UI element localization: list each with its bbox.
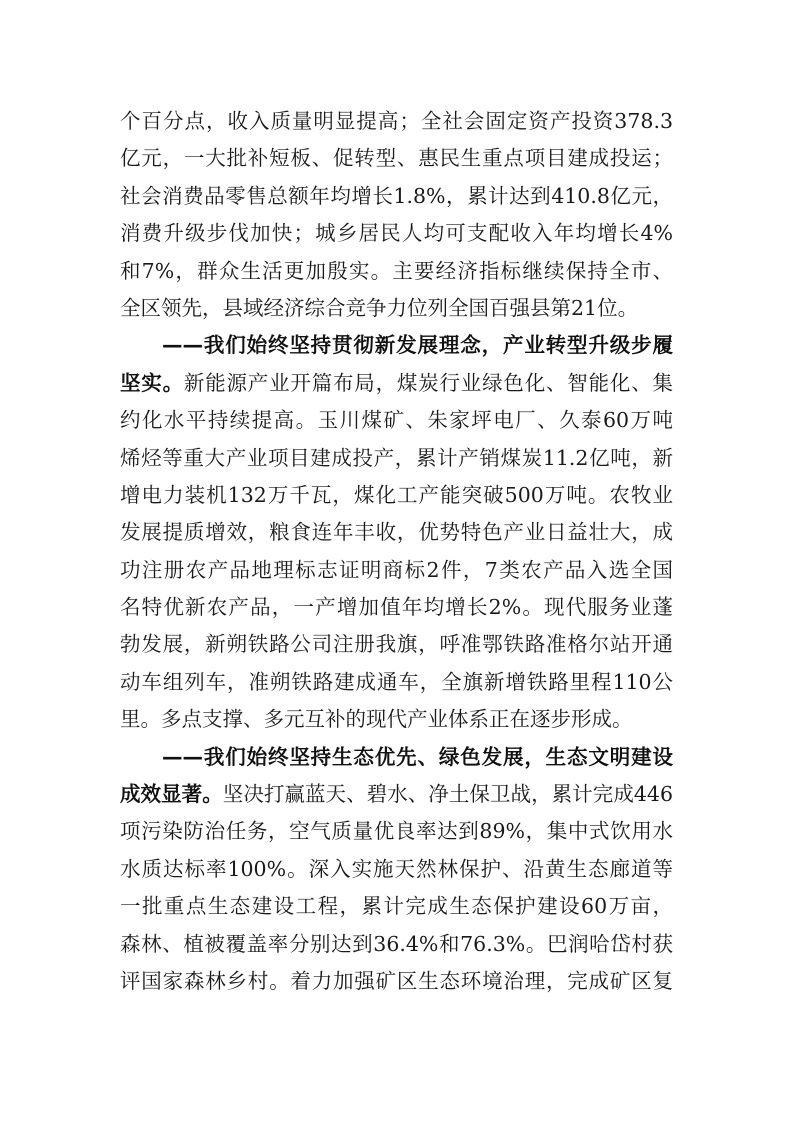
text-line: 烯烃等重大产业项目建成投产，累计产销煤炭11.2亿吨，新 (120, 445, 673, 470)
section-heading-line (120, 327, 673, 364)
section-heading: ——我们始终坚持贯彻新发展理念，产业转型升级步履 (162, 333, 673, 358)
text-line: 坚实。新能源产业开篇布局，煤炭行业绿色化、智能化、集 (120, 370, 674, 395)
text-line: 成效显著。坚决打赢蓝天、碧水、净土保卫战，累计完成446 (120, 782, 673, 807)
text-line: 增电力装机132万千瓦，煤化工产能突破500万吨。农牧业 (120, 482, 673, 507)
text-line: 动车组列车，准朔铁路建成通车，全旗新增铁路里程110公 (120, 669, 673, 694)
text-line: 亿元，一大批补短板、促转型、惠民生重点项目建成投运； (120, 146, 673, 171)
paragraph-end-line: 全区领先，县域经济综合竞争力位列全国百强县第21位。 (120, 295, 639, 320)
text-line: 社会消费品零售总额年均增长1.8%，累计达到410.8亿元， (120, 183, 673, 208)
text-line: 个百分点，收入质量明显提高；全社会固定资产投资378.3 (120, 109, 673, 133)
text-line: 消费升级步伐加快；城乡居民人均可支配收入年均增长4% (120, 221, 673, 246)
text-line: 项污染防治任务，空气质量优良率达到89%，集中式饮用水 (120, 819, 673, 844)
text-line: 约化水平持续提高。玉川煤矿、朱家坪电厂、久泰60万吨 (120, 408, 673, 433)
text-line: 森林、植被覆盖率分别达到36.4%和76.3%。巴润哈岱村获 (120, 931, 673, 956)
text-line: 水质达标率100%。深入实施天然林保护、沿黄生态廊道等 (120, 856, 673, 881)
paragraph-end-line: 里。多点支撑、多元互补的现代产业体系正在逐步形成。 (120, 707, 633, 732)
section-heading-tail: 成效显著。 (120, 782, 223, 807)
text-line: 一批重点生态建设工程，累计完成生态保护建设60万亩， (120, 894, 673, 919)
text-line: 和7%，群众生活更加殷实。主要经济指标继续保持全市、 (120, 258, 673, 283)
document-page (120, 103, 673, 1000)
section-heading: ——我们始终坚持生态优先、绿色发展，生态文明建设 (162, 744, 673, 769)
text-line: 勃发展，新朔铁路公司注册我旗，呼准鄂铁路准格尔站开通 (120, 632, 673, 657)
text-line: 名特优新农产品，一产增加值年均增长2%。现代服务业蓬 (120, 595, 673, 620)
section-heading-tail: 坚实。 (120, 370, 184, 395)
text-line: 功注册农产品地理标志证明商标2件，7类农产品入选全国 (120, 557, 673, 582)
section-heading-line (120, 739, 673, 776)
text-line: 评国家森林乡村。着力加强矿区生态环境治理，完成矿区复 (120, 968, 673, 993)
text-line: 发展提质增效，粮食连年丰收，优势特色产业日益壮大，成 (120, 520, 673, 545)
